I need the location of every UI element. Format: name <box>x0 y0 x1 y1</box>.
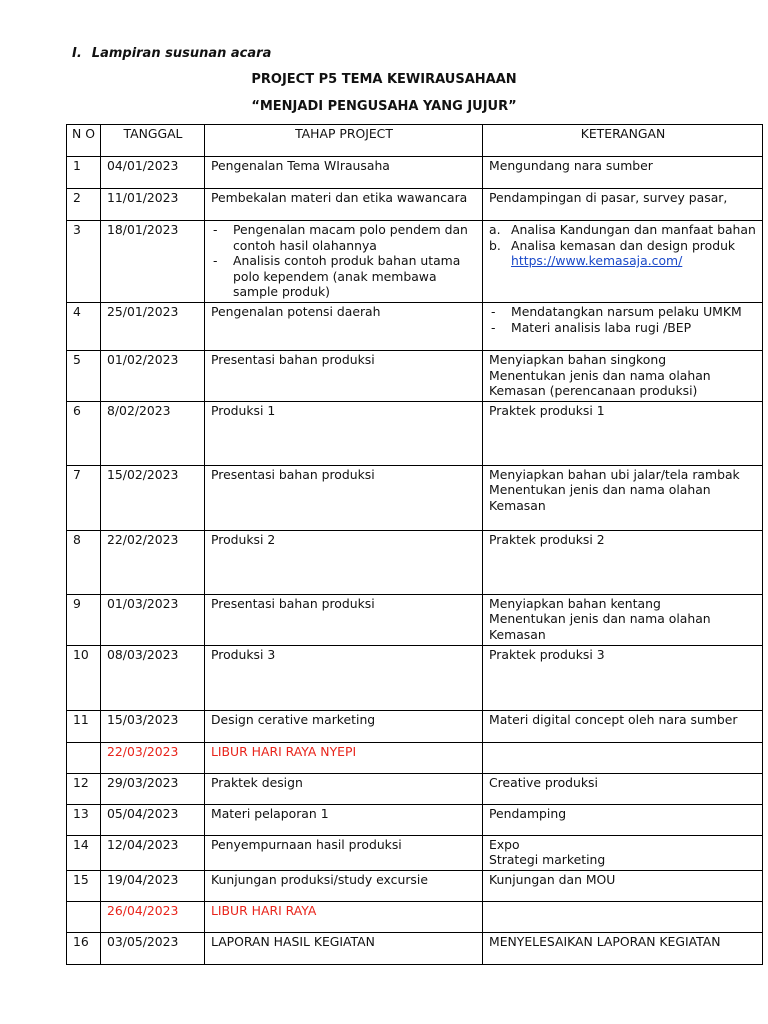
cell-date: 26/04/2023 <box>101 901 205 932</box>
cell-step: LIBUR HARI RAYA NYEPI <box>205 742 483 773</box>
cell-step <box>205 221 483 303</box>
note-list <box>489 222 757 269</box>
cell-note: MENYELESAIKAN LAPORAN KEGIATAN <box>483 932 763 964</box>
table-row <box>67 189 763 221</box>
section-number: I. <box>72 46 82 61</box>
cell-note: Creative produksi <box>483 773 763 804</box>
note-text: Analisa Kandungan dan manfaat bahan <box>511 222 756 237</box>
cell-note: Praktek produksi 1 <box>483 401 763 465</box>
cell-date: 8/02/2023 <box>101 401 205 465</box>
cell-note <box>483 835 763 870</box>
table-row <box>67 302 763 350</box>
cell-note <box>483 594 763 645</box>
cell-step: Produksi 3 <box>205 645 483 710</box>
note-line: Kemasan <box>489 626 546 642</box>
cell-date: 11/01/2023 <box>101 189 205 221</box>
cell-date: 08/03/2023 <box>101 645 205 710</box>
cell-note: Praktek produksi 3 <box>483 645 763 710</box>
cell-note <box>483 350 763 401</box>
list-marker: b. <box>489 237 501 253</box>
table-row <box>67 157 763 189</box>
table-row <box>67 465 763 530</box>
cell-no: 4 <box>67 302 101 350</box>
cell-note: Pendampingan di pasar, survey pasar, <box>483 189 763 221</box>
table-row <box>67 221 763 303</box>
section-title: Lampiran susunan acara <box>91 46 272 61</box>
note-line: Menyiapkan bahan ubi jalar/tela rambak <box>489 466 740 482</box>
cell-date: 18/01/2023 <box>101 221 205 303</box>
cell-date: 01/02/2023 <box>101 350 205 401</box>
note-line: Expo <box>489 836 520 852</box>
header-step: TAHAP PROJECT <box>205 125 483 157</box>
note-item: - Materi analisis laba rugi /BEP <box>489 320 757 336</box>
table-row <box>67 804 763 835</box>
cell-no: 9 <box>67 594 101 645</box>
cell-no: 13 <box>67 804 101 835</box>
cell-step: Kunjungan produksi/study excursie <box>205 870 483 901</box>
cell-step: Produksi 1 <box>205 401 483 465</box>
section-heading <box>72 46 271 61</box>
note-line: Menentukan jenis dan nama olahan <box>489 367 711 383</box>
cell-step: Materi pelaporan 1 <box>205 804 483 835</box>
cell-step: Pengenalan Tema WIrausaha <box>205 157 483 189</box>
cell-no: 1 <box>67 157 101 189</box>
schedule-table <box>66 124 763 965</box>
note-item <box>489 222 757 238</box>
note-item: - Mendatangkan narsum pelaku UMKM <box>489 304 757 320</box>
table-row <box>67 773 763 804</box>
table-row <box>67 401 763 465</box>
cell-no <box>67 901 101 932</box>
note-line: Kemasan <box>489 497 546 513</box>
note-line: Menyiapkan bahan kentang <box>489 595 661 611</box>
cell-date: 25/01/2023 <box>101 302 205 350</box>
cell-step: Design cerative marketing <box>205 710 483 742</box>
cell-no: 10 <box>67 645 101 710</box>
cell-step: Presentasi bahan produksi <box>205 465 483 530</box>
cell-date: 19/04/2023 <box>101 870 205 901</box>
cell-step: Pembekalan materi dan etika wawancara <box>205 189 483 221</box>
cell-note: Praktek produksi 2 <box>483 530 763 594</box>
step-item: - Analisis contoh produk bahan utama polo kependem (anak membawa sample produk) <box>211 253 477 300</box>
cell-no: 3 <box>67 221 101 303</box>
note-text: Analisa kemasan dan design produk <box>511 237 736 253</box>
table-row <box>67 350 763 401</box>
cell-no: 2 <box>67 189 101 221</box>
note-line: Strategi marketing <box>489 852 606 868</box>
cell-date: 29/03/2023 <box>101 773 205 804</box>
cell-date: 22/02/2023 <box>101 530 205 594</box>
cell-note <box>483 465 763 530</box>
reference-link[interactable]: https://www.kemasaja.com/ <box>511 253 683 269</box>
cell-date: 15/02/2023 <box>101 465 205 530</box>
cell-step: LIBUR HARI RAYA <box>205 901 483 932</box>
cell-note: Materi digital concept oleh nara sumber <box>483 710 763 742</box>
table-row <box>67 645 763 710</box>
table-row <box>67 710 763 742</box>
table-header-row <box>67 125 763 157</box>
table-row-holiday <box>67 901 763 932</box>
list-marker: a. <box>489 222 501 237</box>
cell-step: Presentasi bahan produksi <box>205 594 483 645</box>
cell-note <box>483 221 763 303</box>
note-line: Menentukan jenis dan nama olahan <box>489 482 711 498</box>
cell-no: 14 <box>67 835 101 870</box>
cell-no: 7 <box>67 465 101 530</box>
note-line: Menyiapkan bahan singkong <box>489 351 667 367</box>
cell-note: Pendamping <box>483 804 763 835</box>
cell-step: Praktek design <box>205 773 483 804</box>
document-title: PROJECT P5 TEMA KEWIRAUSAHAAN <box>251 72 517 87</box>
table-row-holiday <box>67 742 763 773</box>
cell-step: Produksi 2 <box>205 530 483 594</box>
cell-date: 22/03/2023 <box>101 742 205 773</box>
table-row <box>67 594 763 645</box>
note-line: Kemasan (perencanaan produksi) <box>489 383 698 399</box>
cell-no: 5 <box>67 350 101 401</box>
cell-note <box>483 901 763 932</box>
cell-note: Mengundang nara sumber <box>483 157 763 189</box>
cell-note <box>483 302 763 350</box>
cell-date: 15/03/2023 <box>101 710 205 742</box>
cell-date: 04/01/2023 <box>101 157 205 189</box>
cell-no: 15 <box>67 870 101 901</box>
cell-no: 8 <box>67 530 101 594</box>
cell-date: 03/05/2023 <box>101 932 205 964</box>
table-row <box>67 530 763 594</box>
step-list <box>211 222 477 300</box>
header-note: KETERANGAN <box>483 125 763 157</box>
cell-step: Pengenalan potensi daerah <box>205 302 483 350</box>
header-date: TANGGAL <box>101 125 205 157</box>
cell-no: 11 <box>67 710 101 742</box>
cell-no: 12 <box>67 773 101 804</box>
cell-no <box>67 742 101 773</box>
cell-no: 6 <box>67 401 101 465</box>
note-line: Menentukan jenis dan nama olahan <box>489 611 711 627</box>
cell-step: Presentasi bahan produksi <box>205 350 483 401</box>
cell-note <box>483 742 763 773</box>
note-item <box>489 238 757 269</box>
note-list <box>489 304 757 335</box>
cell-date: 12/04/2023 <box>101 835 205 870</box>
cell-note: Kunjungan dan MOU <box>483 870 763 901</box>
cell-date: 05/04/2023 <box>101 804 205 835</box>
cell-step: LAPORAN HASIL KEGIATAN <box>205 932 483 964</box>
cell-no: 16 <box>67 932 101 964</box>
step-item: - Pengenalan macam polo pendem dan contoh hasil olahannya <box>211 222 477 253</box>
document-subtitle: “MENJADI PENGUSAHA YANG JUJUR” <box>251 99 517 114</box>
header-no: N O <box>67 125 101 157</box>
table-row <box>67 870 763 901</box>
table-row <box>67 932 763 964</box>
cell-date: 01/03/2023 <box>101 594 205 645</box>
cell-step: Penyempurnaan hasil produksi <box>205 835 483 870</box>
table-row <box>67 835 763 870</box>
